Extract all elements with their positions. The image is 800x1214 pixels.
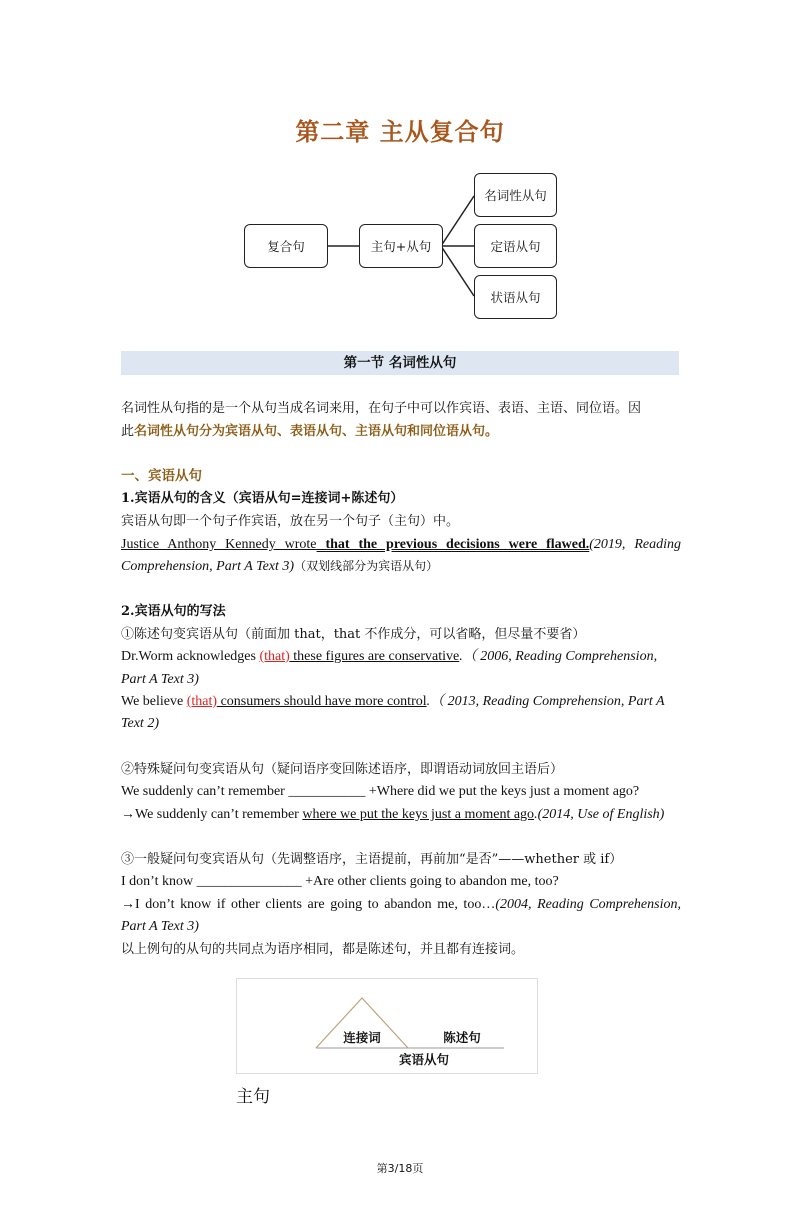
example1-line2 bbox=[121, 555, 681, 578]
example1-line1 bbox=[121, 533, 681, 556]
tree-branch-attributive-clause: 定语从句 bbox=[474, 224, 557, 268]
example3-that: (that) bbox=[186, 694, 218, 709]
page-number: 第3/18页 bbox=[376, 1162, 424, 1175]
example2-main: Dr.Worm acknowledges bbox=[121, 649, 260, 664]
part1-heading: 一、宾语从句 bbox=[121, 468, 202, 484]
example2-source-a: .（ 2006, Reading Comprehension, bbox=[459, 649, 658, 664]
example3-source-a: .（ 2013, Reading Comprehension, Part A bbox=[426, 694, 665, 709]
example4-source: .(2014, Use of English) bbox=[534, 807, 665, 822]
example3-main: We believe bbox=[121, 694, 187, 709]
intro-prefix: 此 bbox=[121, 424, 135, 439]
example2-that: (that) bbox=[259, 649, 290, 664]
example3-line1 bbox=[121, 690, 681, 713]
example2-line1 bbox=[121, 645, 681, 668]
intro-line-1: 名词性从句指的是一个从句当成名词来用，在句子中可以作宾语、表语、主语、同位语。因 bbox=[121, 401, 642, 416]
sub1-title: 1.宾语从句的含义（宾语从句=连接词+陈述句） bbox=[121, 491, 404, 506]
example1-main: Justice Anthony Kennedy wrote bbox=[121, 537, 317, 552]
tree-root-node: 复合句 bbox=[244, 224, 328, 268]
figure-left-label: 连接词 bbox=[343, 1030, 381, 1045]
example4-clause: where we put the keys just a moment ago bbox=[302, 807, 535, 822]
example3-source-b: Text 2) bbox=[121, 716, 159, 731]
intro-line-2 bbox=[121, 420, 681, 443]
example1-source-b: Comprehension, Part A Text 3) bbox=[121, 559, 295, 574]
tree-branch-noun-clause: 名词性从句 bbox=[474, 173, 557, 217]
example5-source-a: (2004, Reading Comprehension, bbox=[495, 897, 681, 912]
example4-line2 bbox=[121, 803, 681, 826]
example1-note: （双划线部分为宾语从句） bbox=[294, 559, 439, 573]
example1-source-a: (2019, Reading bbox=[589, 537, 681, 552]
example2-clause: these figures are conservative bbox=[289, 649, 460, 664]
chapter-title: 第二章 主从复合句 bbox=[295, 118, 505, 146]
figure-bottom-label: 宾语从句 bbox=[398, 1052, 449, 1067]
intro-bold: 名词性从句分为宾语从句、表语从句、主语从句和同位语从句。 bbox=[134, 424, 499, 439]
example5-source-b: Part A Text 3) bbox=[121, 919, 199, 934]
example5-line2 bbox=[121, 893, 681, 916]
example4-line1: We suddenly can’t remember ___________ +Where did we put the keys just a moment ago? bbox=[121, 784, 640, 799]
rule2: ②特殊疑问句变宾语从句（疑问语序变回陈述语序，即谓语动词放回主语后） bbox=[121, 762, 564, 777]
example2-source-b: Part A Text 3) bbox=[121, 672, 199, 687]
example1-clause: that the previous decisions were flawed. bbox=[316, 537, 590, 552]
tree-connectors bbox=[0, 0, 800, 340]
example5-main: →I don’t know if other clients are going to abandon me, too… bbox=[121, 897, 496, 912]
sub1-definition: 宾语从句即一个句子作宾语，放在另一个句子（主句）中。 bbox=[121, 514, 460, 529]
rule1: ①陈述句变宾语从句（前面加 that，that 不作成分，可以省略，但尽量不要省） bbox=[121, 627, 586, 642]
example3-clause: consumers should have more control bbox=[217, 694, 427, 709]
rule3: ③一般疑问句变宾语从句（先调整语序，主语提前，再前加“是否”——whether 或 if） bbox=[121, 852, 623, 867]
tree-branch-adverbial-clause: 状语从句 bbox=[474, 275, 557, 319]
example4-prefix: →We suddenly can’t remember bbox=[121, 807, 303, 822]
summary: 以上例句的从句的共同点为语序相同，都是陈述句，并且都有连接词。 bbox=[121, 942, 525, 957]
example5-line1: I don’t know _______________ +Are other clients going to abandon me, too? bbox=[121, 874, 559, 889]
section-title: 第一节 名词性从句 bbox=[121, 351, 679, 375]
sub2-title: 2.宾语从句的写法 bbox=[121, 604, 226, 619]
figure-caption: 主句 bbox=[236, 1087, 270, 1107]
tree-middle-node: 主句+从句 bbox=[359, 224, 443, 268]
figure-right-label: 陈述句 bbox=[443, 1030, 481, 1045]
